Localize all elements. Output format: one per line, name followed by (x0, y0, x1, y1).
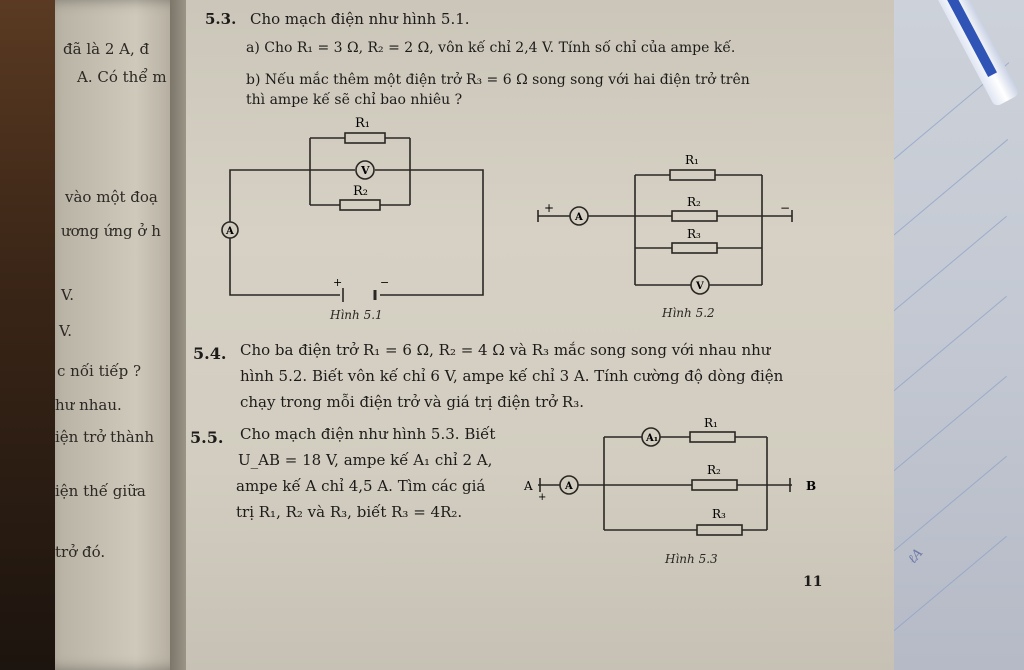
voltmeter-label: V (361, 164, 370, 177)
ammeter-label: A (565, 481, 573, 492)
left-page-text: vào một đoạ (65, 188, 158, 206)
r3-label: R₃ (712, 507, 726, 521)
notebook-scribble: ℓA (905, 545, 927, 567)
figure-caption: Hình 5.3 (665, 552, 718, 566)
plus-sign: + (538, 492, 547, 503)
problem-text: U_AB = 18 V, ampe kế A₁ chỉ 2 A, (238, 451, 493, 469)
left-page-text: V. (59, 322, 72, 340)
left-page-text: iện trở thành (55, 428, 155, 446)
r1-label: R₁ (704, 416, 718, 430)
left-page-text: A. Có thể m (77, 68, 167, 86)
problem-text: Cho mạch điện như hình 5.1. (250, 10, 470, 28)
problem-text: trị R₁, R₂ và R₃, biết R₃ = 4R₂. (236, 503, 463, 521)
page-number: 11 (803, 574, 823, 590)
problem-text: thì ampe kế sẽ chỉ bao nhiêu ? (246, 92, 463, 108)
plus-sign: + (333, 276, 343, 289)
left-page-text: c nối tiếp ? (57, 362, 142, 380)
ammeter1-label: A₁ (646, 433, 659, 444)
minus-sign: − (780, 201, 791, 215)
problem-text: chạy trong mỗi điện trở và giá trị điện trở R₃. (240, 393, 585, 411)
r3-label: R₃ (687, 227, 701, 241)
minus-sign: − (380, 276, 390, 289)
problem-text: a) Cho R₁ = 3 Ω, R₂ = 2 Ω, vôn kế chỉ 2,4 V. Tính số chỉ của ampe kế. (246, 40, 736, 56)
r1-label: R₁ (685, 153, 699, 167)
left-page-text: iện thế giữa (55, 482, 146, 500)
problem-number: 5.4. (193, 344, 227, 363)
problem-text: Cho ba điện trở R₁ = 6 Ω, R₂ = 4 Ω và R₃ mắc song song với nhau như (240, 341, 771, 359)
node-b-label: B (806, 479, 817, 493)
figure-5-2-circuit (530, 150, 800, 300)
left-page-text: đã là 2 A, đ (63, 40, 150, 58)
figure-5-1-circuit (215, 110, 505, 325)
ammeter-label: A (226, 226, 234, 237)
left-page-text: trở đó. (55, 543, 106, 561)
problem-text: ampe kế A chỉ 4,5 A. Tìm các giá (236, 477, 486, 495)
r2-label: R₂ (353, 184, 368, 199)
problem-number: 5.3. (205, 10, 237, 28)
voltmeter-label: V (696, 281, 704, 292)
figure-5-3-circuit (522, 412, 822, 547)
problem-number: 5.5. (190, 428, 224, 447)
problem-text: Cho mạch điện như hình 5.3. Biết (240, 425, 496, 443)
figure-caption: Hình 5.1 (330, 308, 383, 322)
plus-sign: + (544, 201, 555, 215)
node-a-label: A (524, 479, 533, 493)
figure-caption: Hình 5.2 (662, 306, 715, 320)
left-page-text: hư nhau. (55, 396, 122, 414)
r2-label: R₂ (707, 463, 721, 477)
problem-text: b) Nếu mắc thêm một điện trở R₃ = 6 Ω song song với hai điện trở trên (246, 72, 750, 88)
ammeter-label: A (575, 212, 583, 223)
r1-label: R₁ (355, 116, 370, 131)
left-page-text: ương ứng ở h (61, 222, 161, 240)
r2-label: R₂ (687, 195, 701, 209)
left-page-text: V. (61, 286, 74, 304)
problem-text: hình 5.2. Biết vôn kế chỉ 6 V, ampe kế chỉ 3 A. Tính cường độ dòng điện (240, 367, 784, 385)
